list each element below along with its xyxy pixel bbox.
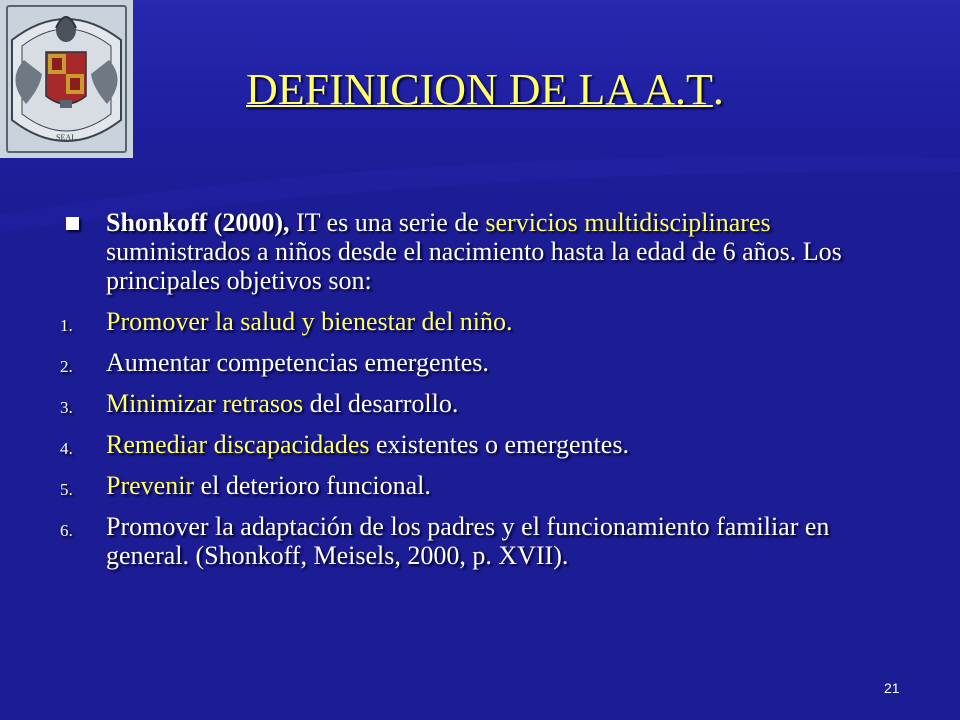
item-number: 5. (60, 480, 73, 499)
list-item (60, 348, 870, 377)
item-number: 2. (60, 357, 73, 376)
objectives-list (60, 307, 870, 570)
intro-highlight: servicios multidisciplinares (485, 208, 771, 237)
seal-icon (0, 0, 133, 158)
list-item (60, 430, 870, 459)
slide-body (60, 208, 870, 582)
item-highlight: Prevenir (106, 471, 195, 500)
item-text: del desarrollo. (303, 389, 459, 418)
intro-paragraph (60, 208, 870, 295)
item-number: 1. (60, 316, 73, 335)
slide-title (246, 64, 724, 115)
item-text: Aumentar competencias emergentes. (106, 348, 489, 377)
item-highlight: Minimizar retrasos (106, 389, 304, 418)
square-bullet-icon (66, 217, 79, 230)
title-suffix: . (712, 65, 724, 114)
list-item (60, 471, 870, 500)
page-number: 21 (884, 680, 900, 696)
svg-text:SEAL: SEAL (56, 133, 76, 142)
intro-text-1: IT es una serie de (289, 208, 486, 237)
list-item (60, 512, 870, 570)
item-highlight: Promover la salud y bienestar del niño. (106, 307, 513, 336)
item-text: Promover la adaptación de los padres y el funcionamiento familiar en general. (Shonkoff, Meisels, 2000, p. XVII). (106, 512, 830, 570)
item-number: 3. (60, 398, 73, 417)
item-text: existentes o emergentes. (369, 430, 629, 459)
item-text: el deterioro funcional. (194, 471, 431, 500)
university-seal-logo (0, 0, 133, 158)
intro-text-2: suministrados a niños desde el nacimiento hasta la edad de 6 años. Los principales objetivos son: (106, 237, 842, 295)
list-item (60, 307, 870, 336)
intro-author: Shonkoff (2000), (106, 208, 290, 237)
item-highlight: Remediar discapacidades (106, 430, 370, 459)
title-text: DEFINICION DE LA A.T (246, 65, 713, 114)
item-number: 6. (60, 521, 73, 540)
item-number: 4. (60, 439, 73, 458)
list-item (60, 389, 870, 418)
